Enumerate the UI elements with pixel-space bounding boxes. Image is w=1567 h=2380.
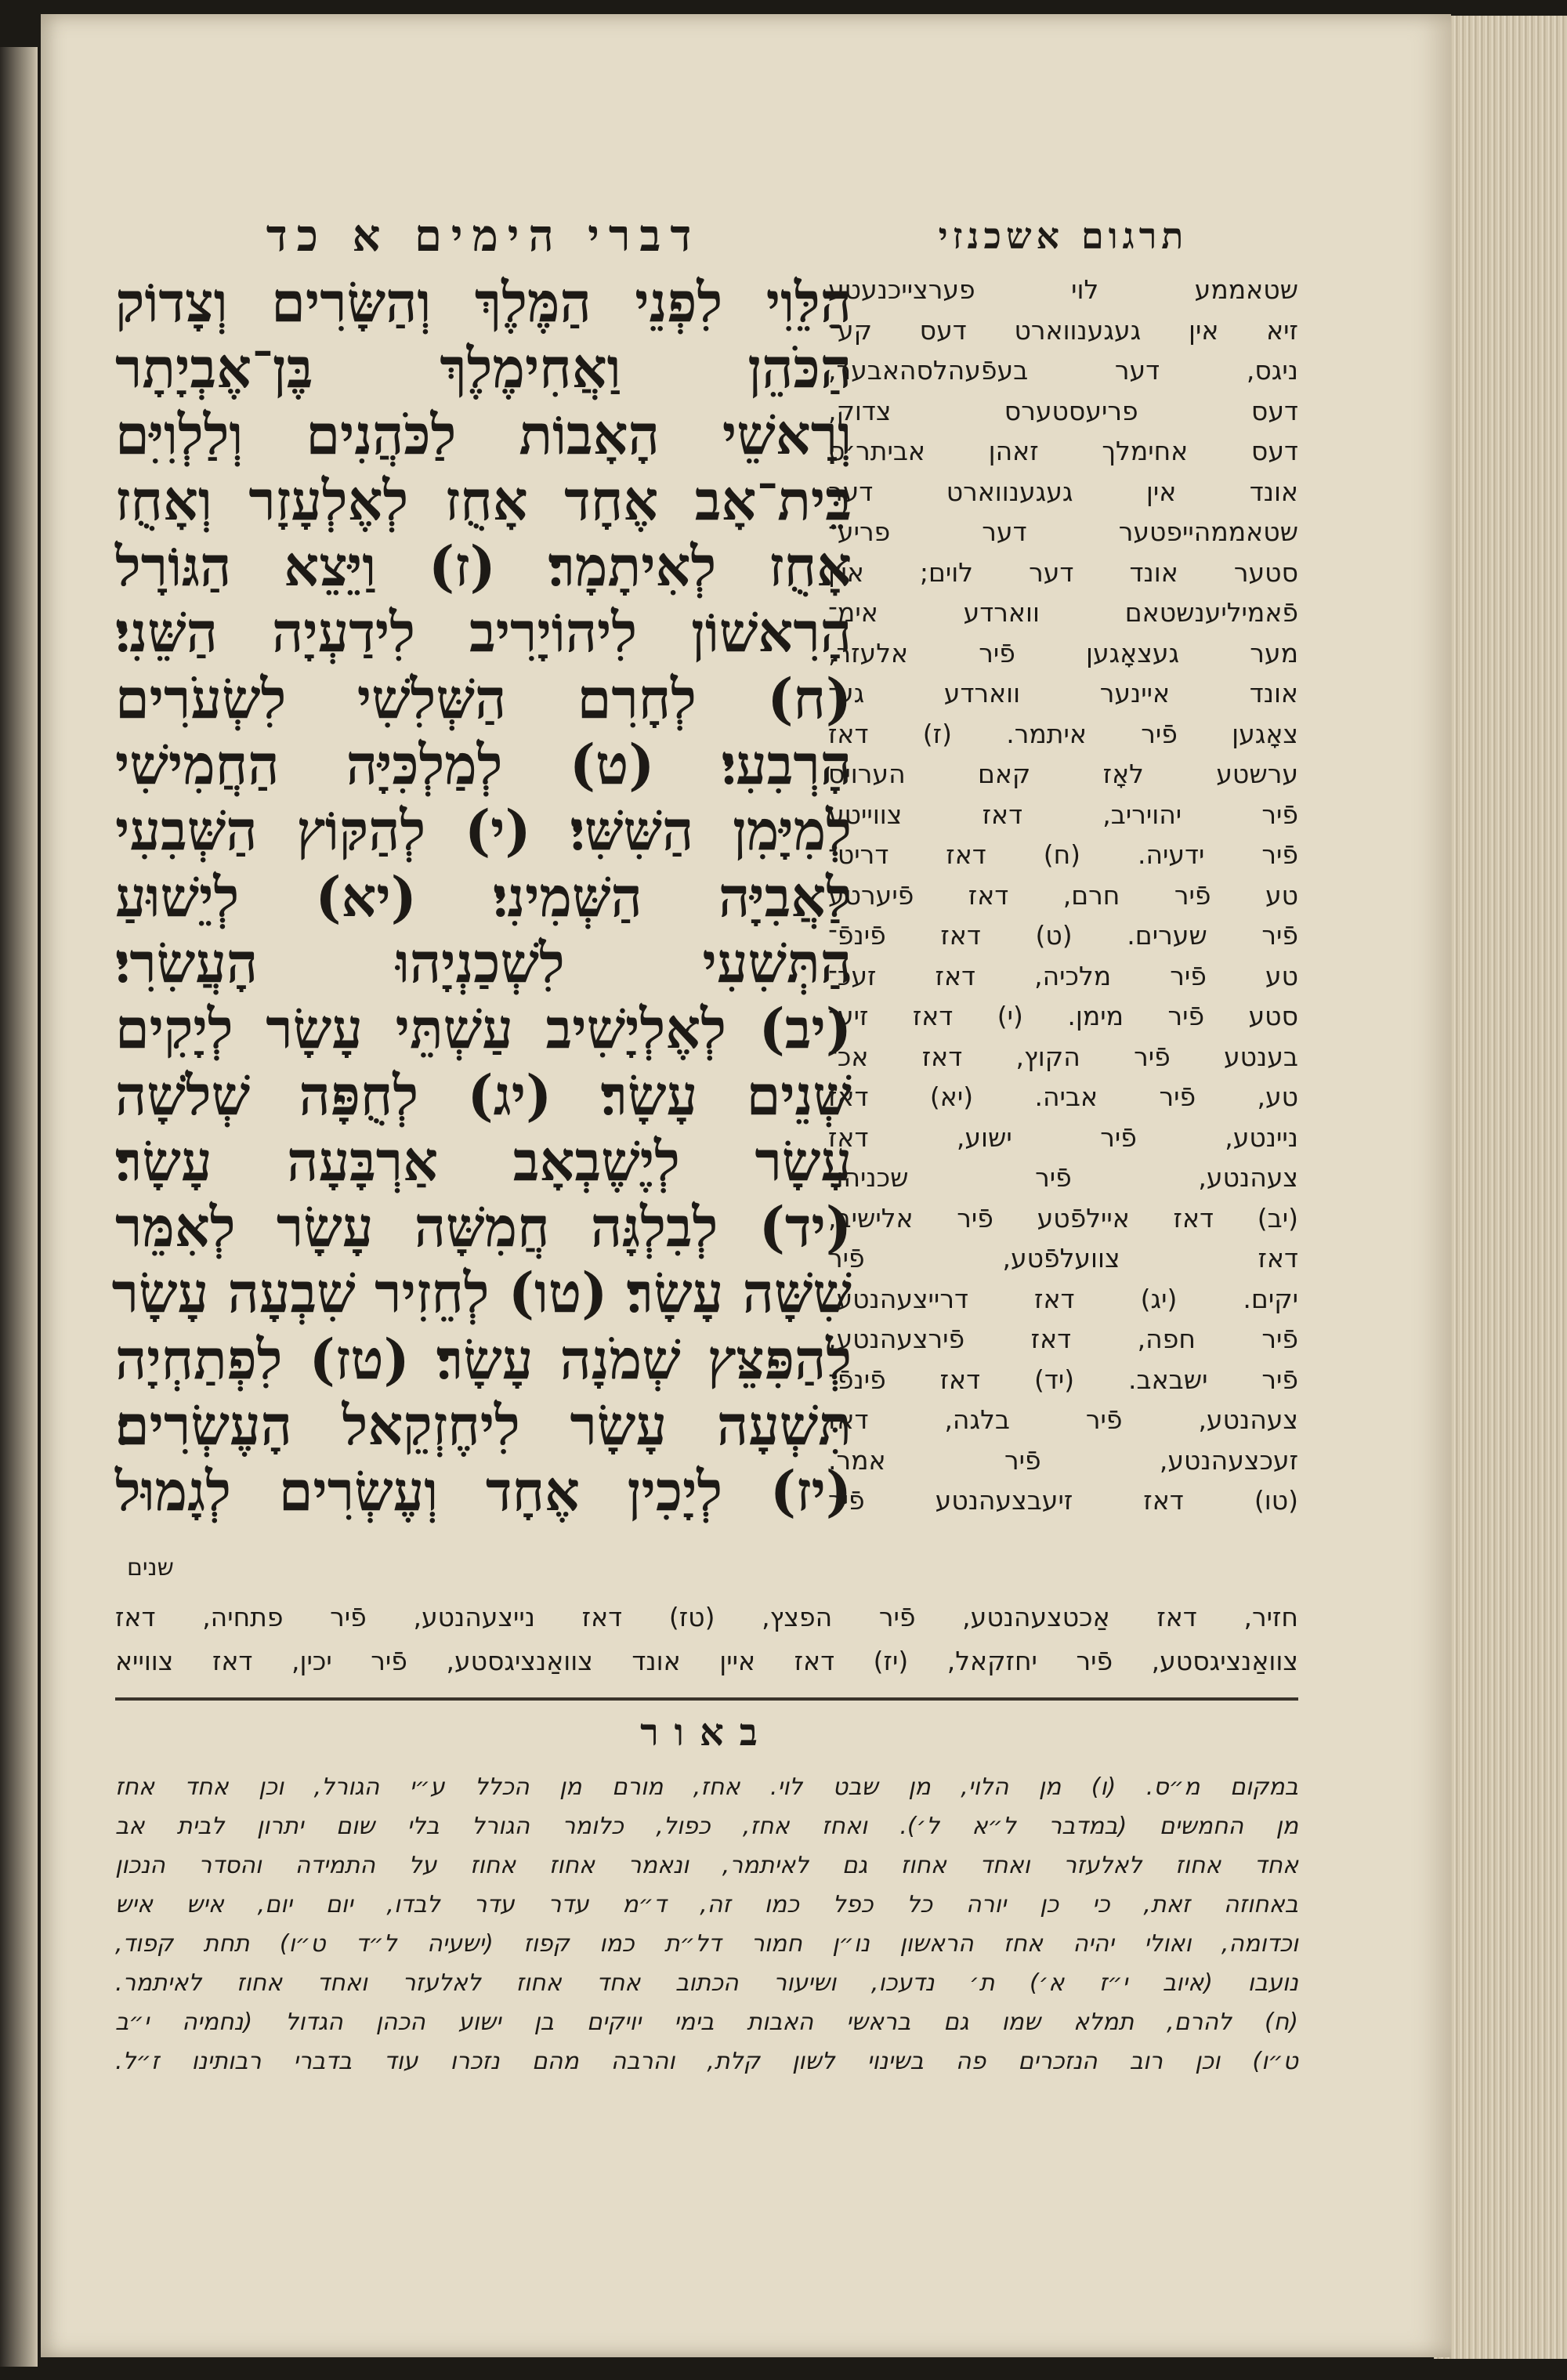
- translation-line: שטאממהייפטער דער פריע־: [828, 516, 1298, 547]
- hebrew-text-line: שְׁנֵים עָשָׂר׃ (יג) לְחֻפָּה שְׁלֹשָׁה: [115, 1062, 852, 1128]
- translation-line: אונד איינער ווארדע גע־: [828, 678, 1298, 708]
- translation-line: דעס אחימלך זאהן אביתר׳ס: [828, 436, 1298, 466]
- translation-line: זיא אין געגענווארט דעס קע־: [828, 314, 1298, 346]
- hebrew-text-line: וְרָאשֵׁי הָאָבוֹת לַכֹּהֲנִים וְלַלְוִיִּם: [115, 401, 852, 467]
- translation-line: ערשטע לאָז קאם הערויס: [828, 759, 1298, 789]
- commentary-line: באחוזה זאת, כי כן יורה כל כפל כמו זה, ד״מ עדר עדר לבדו, יום יום, איש איש: [115, 1891, 1298, 1918]
- translation-line: פֿיר ידעיה. (ח) דאז דריט־: [828, 839, 1298, 870]
- hebrew-text-line: (יז) לְיָכִין אֶחָד וְעֶשְׂרִים לְגָמוּל: [115, 1458, 852, 1524]
- translation-line: יקים. (יג) דאז דרייצעהנטע,: [828, 1283, 1298, 1314]
- translation-continuation-line: צוואַנציגסטע, פֿיר יחזקאל, (יז) דאז איין אונד צוואַנציגסטע, פֿיר יכין, דאז צווייא: [115, 1646, 1298, 1676]
- translation-line: דאז צוועלפֿטע, פֿיר: [828, 1243, 1298, 1273]
- hebrew-text-line: הָרְבִעִי׃ (ט) לְמַלְכִּיָּה הַחֲמִישִׁי: [115, 732, 852, 798]
- translation-line: פֿיר חפה, דאז פֿירצעהנטע,: [828, 1324, 1298, 1354]
- translation-line: ניינטע, פֿיר ישוע, דאז: [828, 1121, 1298, 1153]
- catchword: שנים: [127, 1554, 174, 1581]
- translation-line: סטער אונד דער לוים; איין: [828, 556, 1298, 588]
- hebrew-text-line: הַכֹּהֵן וַאֲחִימֶלֶךְ בֶּן־אֶבְיָתָר: [115, 335, 852, 401]
- hebrew-text-line: (ח) לְחָרִם הַשְּׁלִשִׁי לִשְׂעֹרִים: [115, 665, 852, 731]
- translation-running-head: תרגום אשכנזי: [938, 215, 1189, 257]
- translation-line: אונד אין געגענווארט דער: [828, 476, 1298, 507]
- commentary-line: במקום מ״ס. (ו) מן הלוי, מן שבט לוי. אחז, מורם מן הכלל ע״י הגורל, וכן אחד אחז: [115, 1773, 1298, 1801]
- yiddish-translation-lines: [828, 270, 1298, 1521]
- commentary-line: (ח) להרם, תמלא שמו גם בראשי האבות בימי יויקים בן ישוע הכהן הגדול (נחמיה י״ב: [115, 2009, 1298, 2036]
- hebrew-text-line: הַלֵּוִי לִפְנֵי הַמֶּלֶךְ וְהַשָּׂרִים וְצָדוֹק: [115, 270, 852, 335]
- hebrew-text-line: תִּשְׁעָה עָשָׂר לִיחֶזְקֵאל הָעֶשְׂרִים׃: [115, 1393, 852, 1458]
- hebrew-text-line: לְמִיָּמִן הַשִּׁשִּׁי׃ (י) לְהַקּוֹץ הַשְּׁבִעִי: [115, 798, 852, 864]
- hebrew-text-column: [111, 208, 852, 1525]
- hebrew-text-line: (יב) לְאֶלְיָשִׁיב עַשְׁתֵּי עָשָׂר לְיָקִים: [115, 996, 852, 1062]
- hebrew-verses: [111, 270, 852, 1525]
- translation-line: פֿיר ישבאב. (יד) דאז פֿינפֿ־: [828, 1364, 1298, 1395]
- translation-line: פֿאמיליענשטאם ווארדע אימ־: [828, 597, 1298, 628]
- translation-continuation-line: חזיר, דאז אַכטצעהנטע, פֿיר הפצץ, (טז) דאז נייצעהנטע, פֿיר פתחיה, דאז: [115, 1602, 1298, 1632]
- biur-heading: באור: [640, 1711, 773, 1755]
- translation-line: (יב) דאז איילפֿטע פֿיר אלישיב,: [828, 1202, 1298, 1233]
- translation-line: טע פֿיר מלכיה, דאז זעכ־: [828, 960, 1298, 991]
- translation-line: דעס פריעסטערס צדוק,: [828, 395, 1298, 426]
- translation-line: צעהנטע, פֿיר שכניהו.: [828, 1162, 1298, 1193]
- commentary-line: ט״ו) וכן רוב הנזכרים פה בשינוי לשון קלת, והרבה מהם נזכרו עוד בדברי רבותינו ז״ל.: [115, 2048, 1298, 2075]
- commentary-line: מן החמשים (במדבר ל״א ל׳). ואחז אחז, כפול, כלומר הגורל בלי שום יתרון לבית אב: [115, 1813, 1298, 1840]
- translation-line: פֿיר שערים. (ט) דאז פֿינפֿ־: [828, 920, 1298, 951]
- commentary-line: נועבו (איוב י״ז א׳) ת׳ נדעכו, ושיעור הכתוב אחד אחוז לאלעזר ואחד אחוז לאיתמר.: [115, 1969, 1298, 1997]
- section-divider: [115, 1697, 1298, 1701]
- translation-line: פֿיר יהויריב, דאז צווייטע: [828, 799, 1298, 830]
- hebrew-text-line: הַתְּשִׁעִי לִשְׁכַנְיָהוּ הָעֲשִׂרִי׃: [115, 929, 852, 995]
- translation-line: טע, פֿיר אביה. (יא) דאז: [828, 1081, 1298, 1112]
- book-page: [41, 14, 1451, 2357]
- commentary-line: אחד אחוז לאלעזר ואחד אחוז גם לאיתמר, ונאמר אחוז אחוז על התמידה והסדר הנכון: [115, 1852, 1298, 1879]
- hebrew-text-line: הָרִאשׁוֹן לִיהוֹיָרִיב לִידַעְיָה הַשֵּׁנִי׃: [115, 600, 852, 665]
- hebrew-text-line: אָחֻז לְאִיתָמָר׃ (ז) וַיֵּצֵא הַגּוֹרָל: [115, 534, 852, 600]
- hebrew-running-head: דברי הימים א כד: [266, 210, 701, 262]
- hebrew-text-line: שִׁשָּׁה עָשָׂר׃ (טו) לְחֵזִיר שִׁבְעָה עָשָׂר: [111, 1260, 852, 1326]
- translation-line: בענטע פֿיר הקוץ, דאז אכ־: [828, 1041, 1298, 1072]
- translation-line: טע פֿיר חרם, דאז פֿיערטע: [828, 879, 1298, 911]
- translation-line: זעכצעהנטע, פֿיר אמר.: [828, 1444, 1298, 1476]
- hebrew-text-line: לְהַפִּצֵּץ שְׁמֹנָה עָשָׂר׃ (טז) לִפְתַחְיָה: [115, 1326, 852, 1392]
- yiddish-translation-column: [828, 208, 1298, 1521]
- translation-line: צעהנטע, פֿיר בלגה, דאז: [828, 1404, 1298, 1435]
- yiddish-translation-continuation: [115, 1596, 1298, 1683]
- translation-line: צאָגען פֿיר איתמר. (ז) דאז: [828, 718, 1298, 749]
- translation-line: מער געצאָגען פֿיר אלעזר,: [828, 637, 1298, 668]
- hebrew-text-line: לַאֲבִיָּה הַשְּׁמִינִי׃ (יא) לְיֵשׁוּעַ: [115, 864, 852, 929]
- biur-commentary: [115, 1768, 1298, 2081]
- translation-line: (טו) דאז זיעבצעהנטע פֿיר: [828, 1485, 1298, 1516]
- hebrew-text-line: בֵּית־אָב אֶחָד אָחֻז לְאֶלְעָזָר וְאָחֻז: [115, 467, 852, 533]
- hebrew-text-line: (יד) לְבִלְגָּה חֲמִשָּׁה עָשָׂר לְאִמֵּר: [115, 1194, 852, 1260]
- hebrew-text-line: עָשָׂר לְיֶשֶׁבְאָב אַרְבָּעָה עָשָׂר׃: [115, 1128, 852, 1194]
- translation-line: סטע פֿיר מימן. (י) דאז זיע־: [828, 1001, 1298, 1031]
- translation-line: ניגס, דער בעפֿעהלסהאבער,: [828, 355, 1298, 386]
- commentary-line: וכדומה, ואולי יהיה אחז הראשון נו״ן חמור דל״ת כמו קפוז (ישעיה ל״ד ט״ו) תחת קפוד,: [115, 1930, 1298, 1958]
- translation-line: שטאממע לוי פערצייכנעטע: [828, 274, 1298, 305]
- book-binding-edge: [0, 47, 38, 2367]
- page-stack-edge: [1434, 16, 1567, 2359]
